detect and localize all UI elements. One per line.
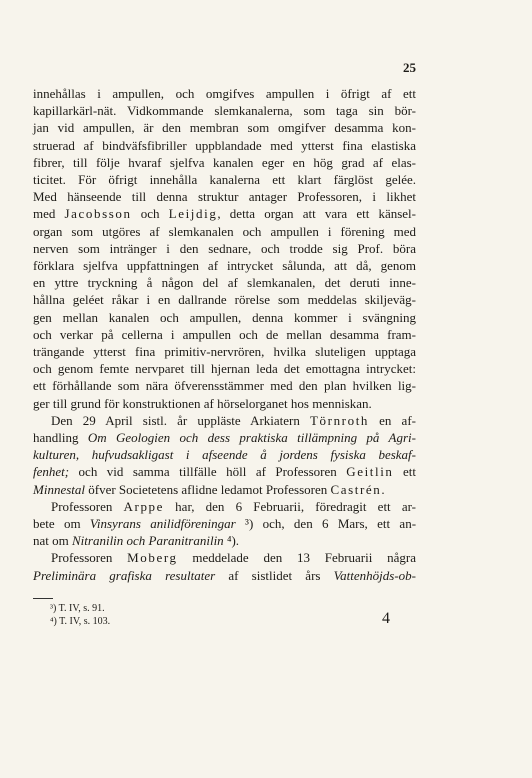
text-run: har, den 6 Februarii, föredragit ett ar- <box>164 498 416 514</box>
text-run: Professoren <box>51 498 124 514</box>
text-line: innehållas i ampullen, och omgifves ampullen i öfrigt af ett <box>33 86 416 101</box>
spaced-name: Leijdig <box>168 206 218 222</box>
text-line <box>33 205 416 222</box>
text-run: ett <box>393 464 416 480</box>
italic-title: Nitranilin och Paranitranilin <box>72 533 224 549</box>
italic-title: Vinsyrans anilidföreningar <box>89 516 236 532</box>
text-run: bete om <box>33 516 90 532</box>
text-line <box>33 446 416 463</box>
italic-title: kulturen, hufvudsakligast i afseende å jordens fysiska beskaf- <box>33 447 416 463</box>
text-line: fibrer, till följe hvaraf sjelfva kanalen eger en hög grad af elas- <box>33 154 416 170</box>
italic-title: Preliminära grafiska resultater <box>33 567 216 583</box>
text-run: af sistlidet års <box>215 567 334 583</box>
text-line <box>33 412 416 429</box>
text-line: Med hänseende till denna struktur antager Professoren, i likhet <box>33 189 416 205</box>
spaced-name: Castrén <box>330 481 382 497</box>
text-run: öfver Societetens aflidne ledamot Professoren <box>85 481 331 497</box>
spaced-name: Geitlin <box>346 464 394 480</box>
text-line: ticitet. För öfrigt innehålla kanalerna ett klart färglöst gelée. <box>33 172 416 188</box>
text-line <box>33 498 416 515</box>
text-run: ³) och, den 6 Mars, ett an- <box>235 516 417 532</box>
text-run: och vid samma tillfälle höll af Professoren <box>69 464 347 480</box>
text-run: . <box>381 481 385 497</box>
text-line <box>33 549 416 566</box>
text-line: gen mellan kanalen och ampullen, denna kommer i svängning <box>33 309 416 325</box>
text-run: meddelade den 13 Februarii några <box>177 550 416 566</box>
page-number: 25 <box>403 60 416 75</box>
text-line <box>33 429 416 446</box>
text-line: och genom femte nervparet till hjernan leda det emottagna intrycket: <box>33 361 416 377</box>
signature-mark: 4 <box>382 610 390 627</box>
text-line: trängande ytterst fina primitiv-nervrören, hvilka sluteligen upptaga <box>33 344 416 360</box>
text-line: en yttre tryckning å någon del af slemkanalen, det deruti inne- <box>33 275 416 291</box>
text-line <box>33 463 416 480</box>
text-line: nerven som intränger i den sednare, och trodde sig Prof. böra <box>33 240 416 256</box>
text-run: Den 29 April sistl. år uppläste Arkiatern <box>51 412 311 428</box>
text-line <box>33 567 416 584</box>
text-line <box>33 481 416 498</box>
text-run: ⁴). <box>223 533 240 549</box>
text-run: en af- <box>369 412 416 428</box>
footnote-rule <box>33 598 53 599</box>
text-line: hållna geléet råkar i en dallrande rörelse som meddelas skiljeväg- <box>33 292 416 308</box>
spaced-name: Jacobsson <box>64 206 132 222</box>
text-line: kapillarkärl-nät. Vidkommande slemkanalerna, som taga sin bör- <box>33 103 416 119</box>
spaced-name: Arppe <box>123 498 165 514</box>
italic-title: Vattenhöjds-ob- <box>333 567 416 583</box>
text-line: struerad af bindväfsfibriller uppblandade med ytterst fina elastiska <box>33 137 416 153</box>
text-run: , detta organ att vara ett känsel- <box>217 206 416 222</box>
text-run: handling <box>33 430 88 446</box>
spaced-name: Moberg <box>127 550 178 566</box>
body-text <box>33 85 416 584</box>
text-run: med <box>33 206 65 222</box>
italic-title: Om Geologien och dess praktiska tillämpning på Agri- <box>87 430 416 446</box>
spaced-name: Törnroth <box>310 412 370 428</box>
text-run: och <box>131 206 169 222</box>
footnote: ³) T. IV, s. 91. <box>50 603 105 614</box>
italic-title: Minnestal <box>33 481 85 497</box>
text-line: och verkar på cellerna i ampullen och de mellan desamma fram- <box>33 326 416 342</box>
footnote: ⁴) T. IV, s. 103. <box>50 616 111 627</box>
text-line <box>33 515 416 532</box>
text-line: jan vid ampullen, är den membran som omgifver desamma kon- <box>33 120 416 136</box>
text-line: ett förhållande som nära öfverensstämmer med den plan hvilken lig- <box>33 378 416 394</box>
text-run: nat om <box>33 533 72 549</box>
text-line: ger till grund för konstruktionen af hörselorganet hos menniskan. <box>33 395 372 411</box>
italic-title: fenhet; <box>33 464 70 480</box>
text-line: förklara sjelfva uppfattningen af intrycket sålunda, att då, genom <box>33 258 416 274</box>
footnotes <box>50 602 110 628</box>
text-run: Professoren <box>51 550 128 566</box>
text-line: organ som utgöres af slemkanalen och ampullen i förening med <box>33 223 416 239</box>
text-line <box>33 532 416 549</box>
